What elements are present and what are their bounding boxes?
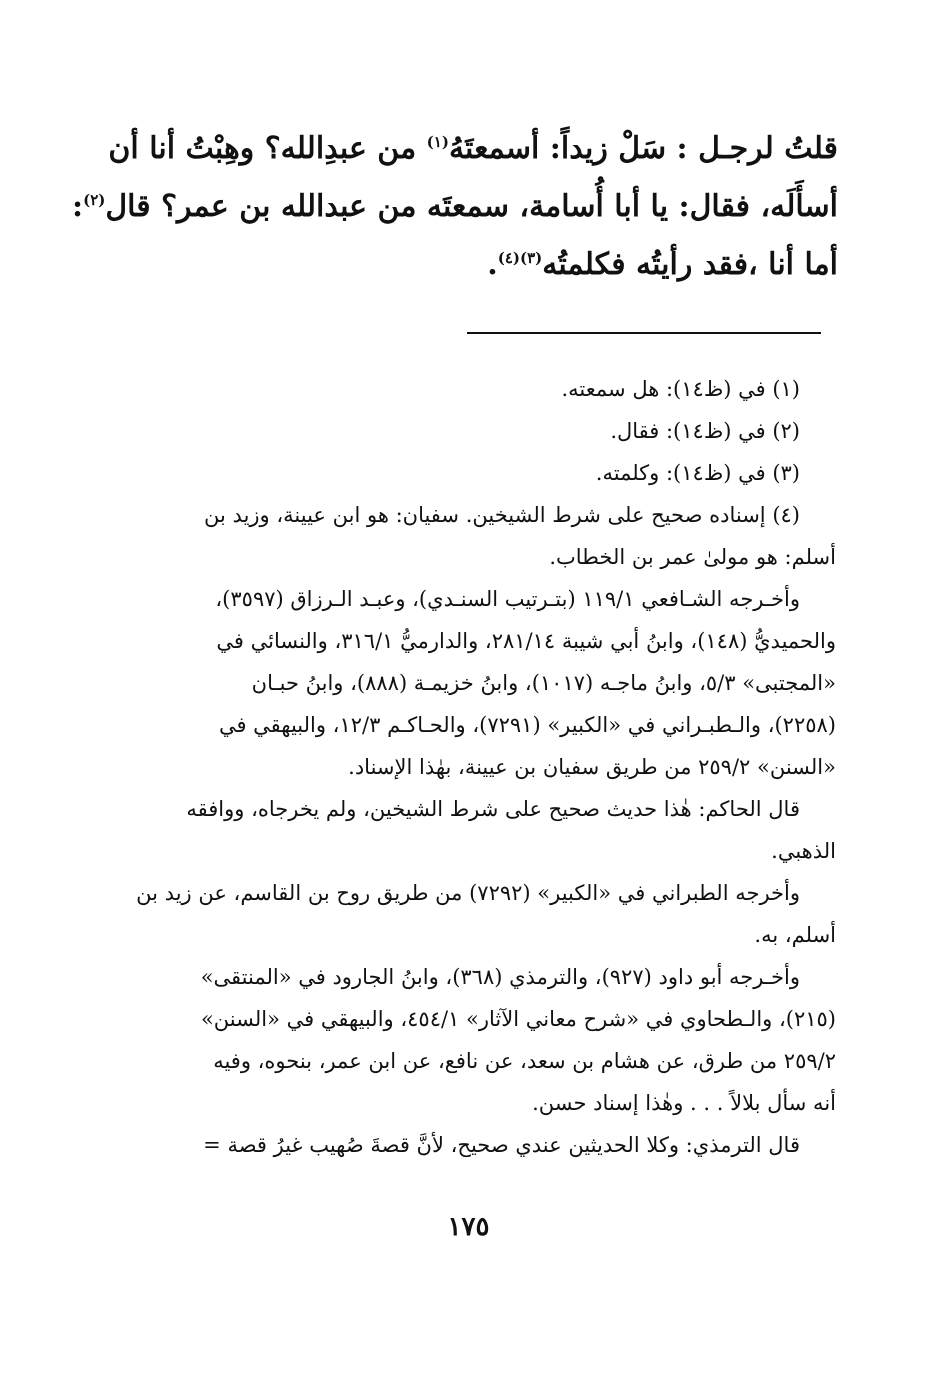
main-line-1 xyxy=(108,120,838,178)
paragraph-4-line-1: وأخـرجه أبو داود (٩٢٧)، والترمذي (٣٦٨)، وابنُ الجارود في «المنتقى» xyxy=(200,965,800,989)
main-line-2 xyxy=(72,178,838,236)
footnote-1: (١) في (ظ١٤): هل سمعته. xyxy=(561,377,800,401)
footnote-2: (٢) في (ظ١٤): فقال. xyxy=(610,419,800,443)
footnote-3: (٣) في (ظ١٤): وكلمته. xyxy=(595,461,800,485)
footnote-marker-1: (١) xyxy=(426,133,449,151)
main-line-2-rest: : xyxy=(72,189,84,224)
footnotes xyxy=(124,368,836,1166)
paragraph-3-line-2: أسلم، به. xyxy=(754,923,836,947)
main-line-1-text: قلتُ لرجـل : سَلْ زيداً: أسمعتَهُ xyxy=(448,131,838,166)
footnote-marker-3-4: (٣)(٤) xyxy=(497,249,543,267)
footnote-separator xyxy=(467,332,821,334)
footnote-4-line-2: أسلم: هو مولىٰ عمر بن الخطاب. xyxy=(549,545,836,569)
footnote-4-line-1: (٤) إسناده صحيح على شرط الشيخين. سفيان: هو ابن عيينة، وزيد بن xyxy=(204,503,800,527)
footnote-marker-2: (٢) xyxy=(83,191,106,209)
paragraph-2-line-1: قال الحاكم: هٰذا حديث صحيح على شرط الشيخين، ولم يخرجاه، ووافقه xyxy=(186,797,800,821)
main-line-1-rest: من عبدِالله؟ وهِبْتُ أنا أن xyxy=(108,131,427,166)
main-text xyxy=(72,120,838,294)
paragraph-1-line-2: والحميديُّ (١٤٨)، وابنُ أبي شيبة ٢٨١/١٤، والدارميُّ ٣١٦/١، والنسائي في xyxy=(216,629,836,653)
paragraph-1-line-5: «السنن» ٢٥٩/٢ من طريق سفيان بن عيينة، بهٰذا الإسناد. xyxy=(348,755,836,779)
main-line-2-text: أسأَلَه، فقال: يا أبا أُسامة، سمعتَه من عبدالله بن عمر؟ قال xyxy=(105,189,838,224)
main-line-3-rest: . xyxy=(487,247,498,282)
page-number: ١٧٥ xyxy=(447,1212,490,1242)
paragraph-4-line-3: ٢٥٩/٢ من طرق، عن هشام بن سعد، عن نافع، عن ابن عمر، بنحوه، وفيه xyxy=(213,1049,836,1073)
paragraph-4-line-4: أنه سأل بلالاً . . . وهٰذا إسناد حسن. xyxy=(532,1091,836,1115)
paragraph-4-line-2: (٢١٥)، والـطحاوي في «شرح معاني الآثار» ٤٥٤/١، والبيهقي في «السنن» xyxy=(200,1007,836,1031)
main-line-3-text: أما أنا ،فقد رأيتُه فكلمتُه xyxy=(542,247,838,282)
paragraph-1-line-3: «المجتبى» ٥/٣، وابنُ ماجـه (١٠١٧)، وابنُ خزيمـة (٨٨٨)، وابنُ حبـان xyxy=(251,671,836,695)
paragraph-2-line-2: الذهبي. xyxy=(771,839,836,863)
main-line-3 xyxy=(118,236,838,294)
paragraph-5-line-1: قال الترمذي: وكلا الحديثين عندي صحيح، لأنَّ قصةَ صُهيب غيرُ قصة = xyxy=(203,1133,800,1157)
paragraph-3-line-1: وأخرجه الطبراني في «الكبير» (٧٢٩٢) من طريق روح بن القاسم، عن زيد بن xyxy=(136,881,800,905)
paragraph-1-line-4: (٢٢٥٨)، والـطبـراني في «الكبير» (٧٢٩١)، والحـاكـم ١٢/٣، والبيهقي في xyxy=(218,713,836,737)
paragraph-1-line-1: وأخـرجه الشـافعي ١١٩/١ (بتـرتيب السنـدي)، وعبـد الـرزاق (٣٥٩٧)، xyxy=(215,587,800,611)
